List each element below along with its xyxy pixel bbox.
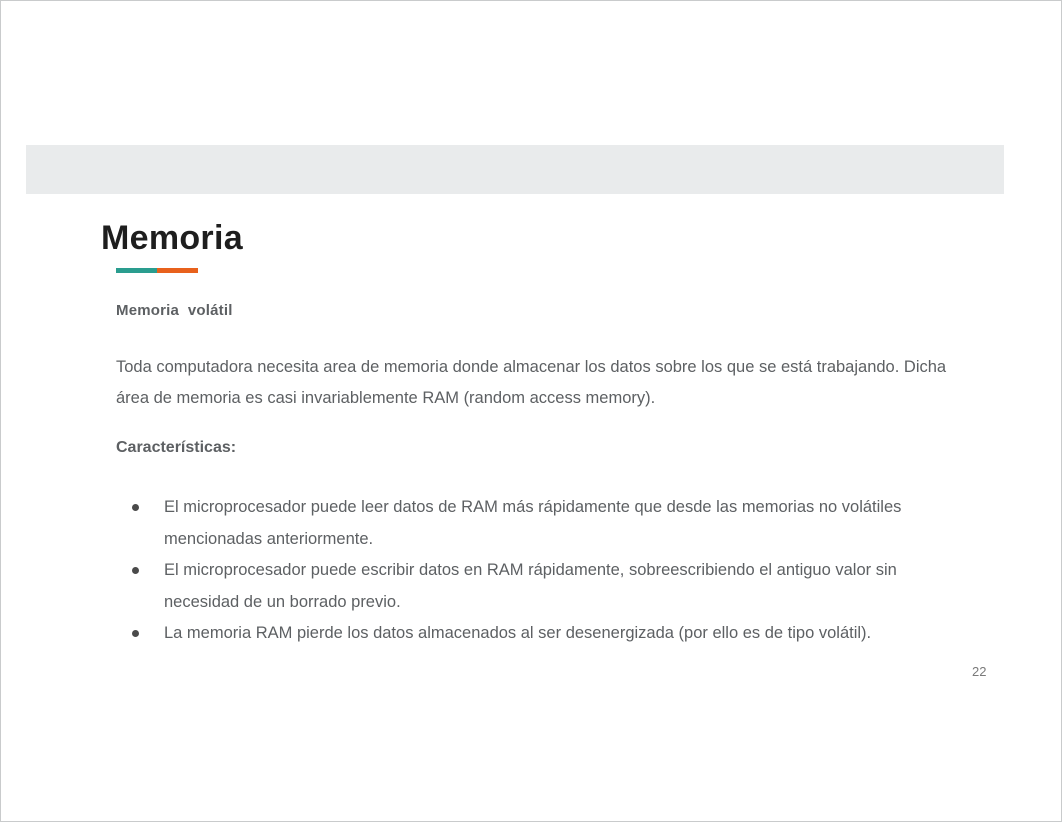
bullet-item <box>116 618 976 650</box>
accent-orange-segment <box>157 268 198 273</box>
page-number: 22 <box>972 664 987 679</box>
bullet-dot-icon <box>132 630 139 637</box>
header-band <box>26 145 1004 194</box>
slide-title: Memoria <box>101 219 243 257</box>
bullet-text: El microprocesador puede escribir datos en RAM rápidamente, sobreescribiendo el antiguo valor sin necesidad de un borrado previo. <box>164 561 897 611</box>
bullet-text: La memoria RAM pierde los datos almacenados al ser desenergizada (por ello es de tipo volátil). <box>164 624 872 642</box>
section-label: Características: <box>116 439 237 456</box>
bullet-item <box>116 492 976 555</box>
bullet-dot-icon <box>132 504 139 511</box>
bullet-dot-icon <box>132 567 139 574</box>
bullet-text: El microprocesador puede leer datos de RAM más rápidamente que desde las memorias no volátiles mencionadas anteriormente. <box>164 498 902 548</box>
intro-paragraph: Toda computadora necesita area de memoria donde almacenar los datos sobre los que se está trabajando. Dicha área de memoria es casi invariablemente RAM (random access memory). <box>116 358 947 407</box>
slide-subtitle: Memoria volátil <box>116 302 233 319</box>
accent-teal-segment <box>116 268 157 273</box>
bullet-list <box>116 492 976 650</box>
title-accent-underline <box>116 268 198 273</box>
bullet-item <box>116 555 976 618</box>
